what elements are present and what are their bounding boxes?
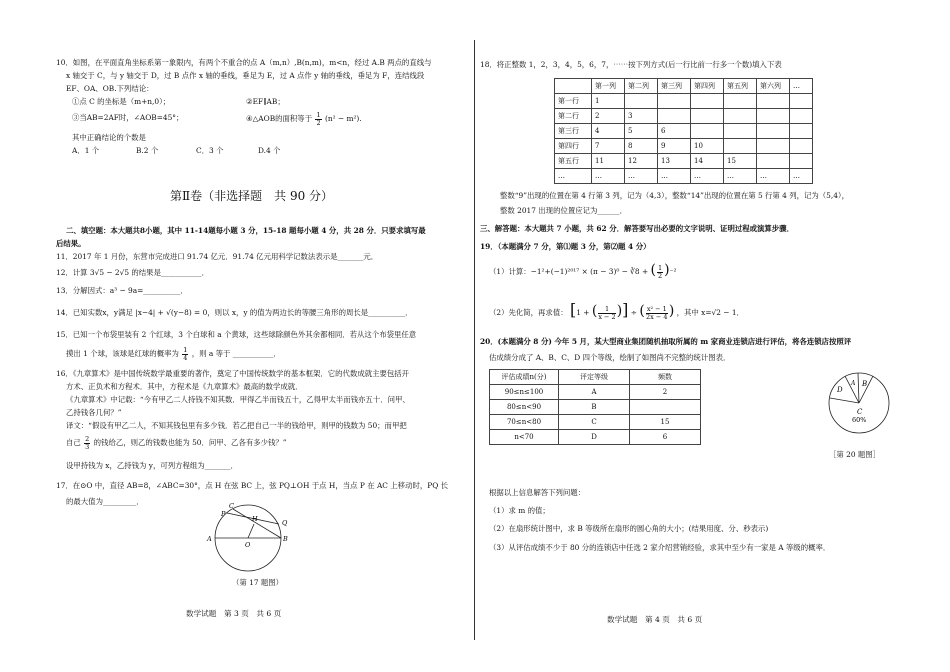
table-cell: 90≤n≤100 — [490, 385, 559, 400]
table-cell: 15 — [724, 154, 757, 169]
table-cell: 2 — [630, 385, 701, 400]
table-cell: C — [559, 415, 630, 430]
table-row — [555, 169, 813, 184]
table-cell: 第四行 — [555, 139, 592, 154]
label-c: C — [229, 503, 234, 510]
q19-part1 — [489, 259, 676, 283]
paren-close: ) — [668, 303, 675, 319]
q18-intro: 18．将正整数 1，2，3，4，5，6，7，⋯⋯按下列方式(后一行比前一行多一个数)填入下表 — [480, 60, 782, 69]
fraction-denominator: 2x − 4 — [646, 312, 668, 321]
page-3 — [0, 0, 474, 672]
table-cell: 15 — [630, 415, 701, 430]
q20-score-table — [489, 369, 701, 445]
table-cell — [757, 154, 790, 169]
q16-fraction — [84, 436, 90, 451]
bracket-close: ] — [622, 300, 629, 319]
pie-label-b: B — [862, 380, 868, 388]
table-row — [555, 139, 813, 154]
label-a: A — [207, 535, 212, 543]
table-cell — [790, 139, 813, 154]
q20-question-intro: 根据以上信息解答下列问题： — [489, 488, 586, 497]
table-row — [555, 154, 813, 169]
fraction-numerator: 1 — [183, 345, 188, 354]
q20-question1: （1）求 m 的值； — [489, 506, 550, 515]
q16-text-b: 的钱给乙，则乙的钱数也能为 50．问甲、乙各有多少钱？” — [93, 438, 287, 447]
q19-part2-fraction1 — [598, 306, 615, 321]
table-cell — [790, 154, 813, 169]
q10-option1: ①点 C 的坐标是（m+n,0）； — [72, 97, 171, 106]
q12: 12．计算 3√5 − 2√5 的结果是___________． — [56, 268, 209, 277]
table-cell — [724, 109, 757, 124]
table-cell — [630, 400, 701, 415]
table-header-cell: 第六列 — [757, 79, 790, 94]
q10-option4 — [246, 108, 362, 130]
table-cell: … — [625, 169, 658, 184]
table-cell: 13 — [658, 154, 691, 169]
q10-question: 其中正确结论的个数是 — [72, 133, 146, 142]
table-cell: 3 — [625, 109, 658, 124]
q18-note1: 整数“9”出现的位置在第 4 行第 3 列，记为（4,3），整数“14”出现的位置在第 5 行第 4 列，记为（5,4）， — [500, 191, 849, 200]
table-cell — [790, 124, 813, 139]
pie-label-c: C — [857, 408, 863, 416]
q14: 14．已知实数x，y满足 |x−4| + √(y−8) = 0，则以 x，y 的值为两边长的等腰三角形的周长是__________． — [56, 308, 413, 317]
table-row — [555, 124, 813, 139]
q17-line2: 的最大值为_________． — [66, 497, 144, 506]
table-cell: … — [658, 169, 691, 184]
q16-line3: 《九章算术》中记载：“今有甲乙二人持钱不知其数．甲得乙半而钱五十，乙得甲太半而钱亦五十．问甲、 — [66, 395, 410, 404]
table-header-cell: 第二列 — [625, 79, 658, 94]
q16-line6 — [66, 432, 287, 454]
label-h: H — [252, 515, 258, 523]
table-cell — [691, 124, 724, 139]
q10-choice-a: A．1 个 — [72, 146, 100, 155]
table-cell: … — [790, 169, 813, 184]
q10-option2: ②EF∥AB； — [246, 97, 285, 106]
q17-caption: （第 17 题图） — [232, 578, 284, 587]
q16-line4: 乙持钱各几何？” — [66, 408, 122, 417]
q20-line1 — [480, 337, 851, 347]
part2-title: 第Ⅱ卷（非选择题 共 90 分） — [170, 189, 334, 203]
q17-line1: 17．在⊙O 中，直径 AB=8，∠ABC=30°，点 H 在弦 BC 上，弦 PQ⊥OH 于点 H，当点 P 在 AC 上移动时，PQ 长 — [56, 481, 449, 490]
table-header-row — [555, 79, 813, 94]
table-cell — [625, 94, 658, 109]
section2-line1: 二、填空题：本大题共8小题，其中 11-14题每小题 3 分，15-18 题每小题 4 分，共 28 分．只要求填写最 — [66, 226, 426, 235]
pie-label-c-percent: 60% — [852, 416, 867, 424]
table-cell — [757, 139, 790, 154]
paren-open: ( — [591, 303, 598, 319]
fraction-numerator: 1 — [598, 306, 615, 314]
table-cell: 7 — [592, 139, 625, 154]
paren-open: ( — [639, 303, 645, 319]
q20-question3: （3）从评估成绩不少于 80 分的连锁店中任选 2 家介绍营销经验，求其中至少有一家是 A 等级的概率． — [489, 543, 831, 552]
table-cell: D — [559, 430, 630, 445]
table-header-cell: 第三列 — [658, 79, 691, 94]
table-cell: … — [724, 169, 757, 184]
table-cell: n<70 — [490, 430, 559, 445]
fraction-denominator: 2 — [316, 118, 321, 127]
table-cell — [757, 94, 790, 109]
table-row — [490, 430, 701, 445]
pie-label-d: D — [837, 386, 843, 394]
pie-label-a: A — [851, 380, 856, 387]
table-header-cell: 第一列 — [592, 79, 625, 94]
fraction-numerator: 1 — [657, 263, 663, 272]
q19-part1-fraction — [657, 265, 663, 280]
table-cell: 5 — [625, 124, 658, 139]
q20-line2: 估成绩分成了 A、B、C、D 四个等级，绘制了如图尚不完整的统计图表． — [489, 353, 731, 362]
segment-oh — [248, 524, 254, 538]
table-row — [490, 400, 701, 415]
q20-figure-caption: ［第 20 题图］ — [829, 450, 881, 459]
table-cell: 4 — [592, 124, 625, 139]
table-cell — [790, 109, 813, 124]
q10-choice-b: B.2 个 — [136, 146, 159, 155]
table-header-cell: 第五列 — [724, 79, 757, 94]
table-cell — [658, 94, 691, 109]
table-cell — [724, 124, 757, 139]
q15-line1: 15．已知一个布袋里装有 2 个红球，3 个白球和 a 个黄球，这些球除颜色外其余都相同．若从这个布袋里任意 — [56, 330, 417, 339]
q15-text-a: 摸出 1 个球，该球是红球的概率为 — [66, 349, 179, 358]
table-row — [555, 109, 813, 124]
q19-part1-expr: （1）计算：−1²+(−1)²⁰¹⁷ × (π − 3)⁰ − ∛8 + — [489, 267, 649, 276]
q10-choice-d: D.4 个 — [258, 146, 281, 155]
table-cell: 10 — [691, 139, 724, 154]
table-cell: 70≤n<80 — [490, 415, 559, 430]
table-cell: 8 — [625, 139, 658, 154]
paren-close: ) — [664, 262, 670, 278]
label-o: O — [245, 541, 251, 549]
q20-question2: （2）在扇形统计图中，求 B 等级所在扇形的圆心角的大小；(结果用度、分、秒表示) — [489, 524, 769, 533]
q10-option3: ③当AB=2AF时，∠AOB=45°； — [72, 113, 184, 122]
table-header-cell: 评定等级 — [559, 370, 630, 385]
table-row — [490, 415, 701, 430]
q18-note2: 整数 2017 出现的位置应记为______． — [500, 206, 627, 215]
table-cell — [724, 139, 757, 154]
table-cell: 第五行 — [555, 154, 592, 169]
table-cell: 6 — [658, 124, 691, 139]
table-cell: 80≤n<90 — [490, 400, 559, 415]
table-cell — [658, 109, 691, 124]
q10-line2: x 轴交于 C，与 y 轴交于 D，过 B 点作 x 轴的垂线，垂足为 E，过 A 点作 y 轴的垂线，垂足为 F，连结线段 — [66, 71, 425, 80]
table-cell — [691, 94, 724, 109]
table-header-cell: 第四列 — [691, 79, 724, 94]
table-cell: 6 — [630, 430, 701, 445]
table-row — [490, 385, 701, 400]
fraction-numerator: 1 — [316, 110, 321, 119]
table-cell: … — [555, 169, 592, 184]
table-cell — [757, 124, 790, 139]
q11: 11．2017 年 1 月份，东营市完成进口 91.74 亿元．91.74 亿元用科学记数法表示是_______元． — [56, 252, 379, 261]
q19-part2-divide: ÷ — [630, 308, 637, 317]
table-header-cell — [555, 79, 592, 94]
q16-line7: 设甲持钱为 x，乙持钱为 y，可列方程组为_______． — [66, 461, 238, 470]
table-header-cell: … — [790, 79, 813, 94]
label-b: B — [283, 535, 288, 543]
page-3-footer: 数学试题 第 3 页 共 6 页 — [186, 609, 282, 618]
paren-close: ) — [616, 303, 623, 319]
table-cell: 11 — [592, 154, 625, 169]
q19-part2 — [489, 298, 744, 325]
paren-open: ( — [650, 262, 656, 278]
fraction-numerator: x² − 1 — [646, 304, 667, 313]
table-cell: 第三行 — [555, 124, 592, 139]
q17-circle-figure — [196, 503, 306, 583]
bracket-open: [ — [569, 300, 577, 319]
fraction-numerator: 2 — [85, 434, 90, 443]
q10-option4-expr: (n² − m²). — [324, 114, 362, 123]
table-cell: 14 — [691, 154, 724, 169]
chord-bc — [233, 509, 281, 538]
fraction-denominator: 3 — [85, 442, 90, 451]
table-cell — [790, 94, 813, 109]
table-cell — [691, 109, 724, 124]
q15-fraction — [182, 347, 188, 362]
fraction-denominator: 2 — [657, 271, 663, 280]
table-cell: … — [757, 169, 790, 184]
q19-part1-exponent: ⁻² — [669, 267, 677, 276]
q19-part2-condition: ，其中 x=√2 − 1． — [676, 308, 744, 317]
q16-line5: 译文：“假设有甲乙二人，不知其钱包里有多少钱．若乙把自己一半的钱给甲，则甲的钱数为 50；而甲把 — [66, 421, 407, 430]
table-cell: A — [559, 385, 630, 400]
q19-title: 19．（本题满分 7 分，第⑴题 3 分，第⑵题 4 分） — [480, 242, 651, 251]
q15-line2 — [66, 343, 281, 365]
q10-line1: 10．如图，在平面直角坐标系第一象限内，有两个不重合的点 A（m,n）,B(n,m)，m<n，经过 A.B 两点的直线与 — [56, 58, 432, 67]
q16-line2: 方术、正负术和方程术．其中，方程术是《九章算术》最高的数学成就． — [66, 382, 303, 391]
q10-fraction — [315, 112, 321, 127]
q19-part2-one: 1 + — [576, 308, 590, 317]
table-header-cell: 频数 — [630, 370, 701, 385]
table-cell: B — [559, 400, 630, 415]
section3-heading: 三、解答题：本大题共 7 小题，共 62 分．解答要写出必要的文字说明、证明过程或演算步骤． — [480, 224, 794, 233]
fraction-denominator: x − 2 — [598, 312, 616, 321]
section2-line2: 后结果。 — [56, 239, 86, 248]
table-cell: 1 — [592, 94, 625, 109]
q16-line1: 16．《九章算术》是中国传统数学最重要的著作，奠定了中国传统数学的基本框架．它的代数成就主要包括开 — [56, 369, 410, 378]
q20-line1-text: 20．(本题满分 8 分) 今年 5 月，某大型商业集团随机抽取所属的 m 家商业连锁店进行评估，将各连锁店按照评 — [480, 337, 852, 346]
table-cell — [724, 94, 757, 109]
q10-option4-text: ④△AOB的面积等于 — [246, 114, 313, 123]
table-cell: … — [691, 169, 724, 184]
q16-text-a: 自己 — [66, 438, 81, 447]
table-row — [555, 94, 813, 109]
fraction-denominator: 4 — [183, 353, 188, 362]
q15-text-b: ，则 a 等于 ___________． — [191, 349, 281, 358]
q10-line3: EF、OA、OB.下列结论： — [66, 84, 154, 93]
table-cell: 9 — [658, 139, 691, 154]
q18-number-table — [554, 78, 813, 184]
table-cell: … — [592, 169, 625, 184]
label-p: P — [221, 510, 226, 518]
page-4-footer: 数学试题 第 4 页 共 6 页 — [607, 615, 703, 624]
page-4 — [475, 0, 950, 672]
table-header-row — [490, 370, 701, 385]
label-q: Q — [282, 519, 288, 527]
q13: 13．分解因式：a³ − 9a=__________． — [56, 286, 188, 295]
q19-part2-fraction2 — [646, 306, 668, 321]
table-cell: 第二行 — [555, 109, 592, 124]
table-cell: 第一行 — [555, 94, 592, 109]
table-cell: 2 — [592, 109, 625, 124]
q20-pie-chart — [817, 365, 907, 443]
q19-part2-lead: （2）先化简，再求值： — [489, 308, 568, 317]
table-cell: 12 — [625, 154, 658, 169]
table-header-cell: 评估成绩n(分) — [490, 370, 559, 385]
q10-choice-c: C．3 个 — [196, 146, 224, 155]
table-cell — [757, 109, 790, 124]
